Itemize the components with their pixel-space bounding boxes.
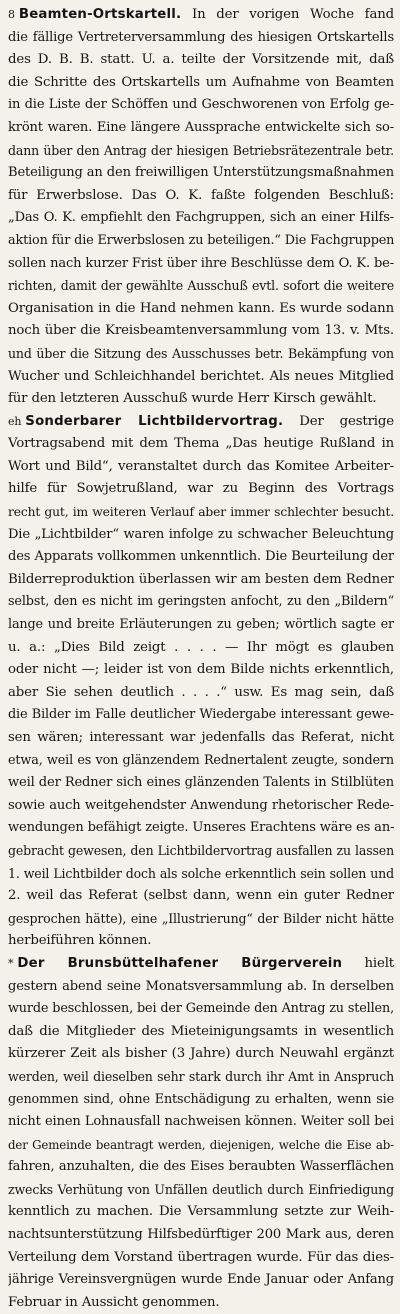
text-line: Bilderreproduktion überlassen wir am besten dem Redner — [8, 571, 394, 587]
text-line — [8, 411, 394, 434]
section-marker: eh — [8, 414, 22, 428]
text-line: etwa, weil es von glänzendem Rednertalent zeugte, sondern — [8, 752, 394, 768]
text-run: Der gestrige — [283, 413, 394, 429]
text-line: krönt waren. Eine längere Aussprache entwickelte sich so- — [8, 119, 394, 135]
text-line: Die „Lichtbilder“ waren infolge zu schwacher Beleuchtung — [8, 526, 394, 542]
text-line: werden, weil dieselben sehr stark durch ihr Amt in Anspruch — [8, 1068, 394, 1084]
text-line — [8, 4, 394, 27]
section-heading: Beamten-Ortskartell. — [18, 7, 182, 22]
text-line: herbeiführen können. — [8, 933, 152, 949]
text-line: Wort und Bild“, veranstaltet durch das Komitee Arbeiter- — [8, 458, 394, 474]
text-line: sollen nach kurzer Frist über ihre Beschlüsse dem O. K. be- — [8, 255, 394, 271]
text-line: des D. B. B. statt. U. a. teilte der Vorsitzende mit, daß — [8, 52, 394, 68]
text-line: zwecks Verhütung von Unfällen deutlich durch Einfriedigung — [8, 1181, 394, 1197]
text-line: wendungen befähigt zeigte. Unseres Erachtens wäre es an- — [8, 820, 394, 836]
text-line: richten, damit der gewählte Ausschuß evtl. sofort die weitere — [8, 278, 394, 294]
text-line: die Schritte des Ortskartells um Aufnahme von Beamten — [8, 74, 394, 90]
text-run: hielt — [342, 955, 394, 971]
section-heading: Sonderbarer Lichtbildervortrag. — [25, 413, 284, 429]
text-line: des Apparats vollkommen unkenntlich. Die Beurteilung der — [8, 549, 394, 565]
text-line: daß die Mitglieder des Mieteinigungsamts in wesentlich — [8, 1023, 394, 1039]
text-line: oder nicht —; leider ist von dem Bilde nichts erkenntlich, — [8, 662, 394, 678]
text-line: noch über die Kreisbeamtenversammlung vom 13. v. Mts. — [8, 323, 394, 339]
text-line: nicht einen Lohnausfall nachweisen können. Weiter soll bei — [8, 1114, 394, 1130]
text-line: jährige Vereinsvergnügen wurde Ende Januar oder Anfang — [8, 1272, 394, 1288]
text-line: der Gemeinde beantragt werden, diejenigen, welche die Eise ab- — [8, 1137, 394, 1152]
text-line: kenntlich zu machen. Die Versammlung setzte zur Weih- — [8, 1204, 394, 1220]
text-line: Beteiligung an den freiwilligen Unterstützungsmaßnahmen — [8, 165, 394, 181]
text-line: gesprochen hätte), eine „Illustrierung“ der Bilder nicht hätte — [8, 910, 394, 926]
text-line: genommen sind, ohne Entschädigung zu erhalten, wenn sie — [8, 1091, 394, 1107]
text-line: „Das O. K. empfiehlt den Fachgruppen, sich an einer Hilfs- — [8, 210, 394, 226]
text-line: gebracht gewesen, den Lichtbildervortrag ausfallen zu lassen — [8, 842, 394, 858]
text-line: die Bilder im Falle deutlicher Wiedergabe interessant gewe- — [8, 707, 394, 723]
text-line: Februar in Aussicht genommen. — [8, 1294, 220, 1310]
text-line: gestern abend seine Monatsversammlung ab. In derselben — [8, 978, 394, 994]
text-line — [8, 953, 394, 976]
text-line: selbst, den es nicht im geringsten anfocht, zu den „Bildern“ — [8, 594, 394, 610]
text-line: dann über den Antrag der hiesigen Betriebsrätezentrale betr. — [8, 142, 394, 158]
section-marker: 8 — [8, 8, 15, 21]
text-run: In der vorigen Woche fand — [181, 7, 394, 22]
text-line: u. a.: „Dies Bild zeigt . . . . — Ihr mögt es glauben — [8, 639, 394, 655]
text-line: aber Sie sehen deutlich . . . .“ usw. Es mag sein, daß — [8, 684, 394, 700]
text-line: weil der Redner sich eines glänzenden Talents in Stilblüten — [8, 775, 394, 791]
text-line: die fällige Vertreterversammlung des hiesigen Ortskartells — [8, 29, 394, 45]
text-line: Organisation in die Hand nehmen kann. Es wurde sodann — [8, 300, 394, 316]
text-line: sowie auch weitgehendster Anwendung rhetorischer Rede- — [8, 797, 394, 813]
text-line: aktion für die Erwerbslosen zu beteiligen.“ Die Fachgruppen — [8, 232, 394, 248]
section-heading: Der Brunsbüttelhafener Bürgerverein — [17, 955, 343, 971]
text-line: 1. weil Lichtbilder doch als solche erkenntlich sein sollen und — [8, 865, 394, 881]
text-line: kürzerer Zeit als bisher (3 Jahre) durch Neuwahl ergänzt — [8, 1046, 394, 1062]
text-line: und über die Sitzung des Ausschusses betr. Bekämpfung von — [8, 345, 394, 361]
text-line: lange und breite Erläuterungen zu geben; wörtlich sagte er — [8, 617, 394, 633]
text-line: für Erwerbslose. Das O. K. faßte folgenden Beschluß: — [8, 187, 394, 203]
section-marker: * — [8, 956, 14, 970]
text-line: nachtsunterstützung Hilfsbedürftiger 200 Mark aus, deren — [8, 1227, 394, 1243]
text-line: 2. weil das Referat (selbst dann, wenn ein guter Redner — [8, 888, 394, 904]
text-line: in die Liste der Schöffen und Geschworenen von Erfolg ge- — [8, 97, 394, 113]
article-buergerverein — [8, 953, 394, 1314]
text-line: Verteilung dem Vorstand übertragen wurde. Für das dies- — [8, 1249, 394, 1265]
text-line: für den letzteren Ausschuß wurde Herr Kirsch gewählt. — [8, 391, 377, 407]
text-line: hilfe für Sowjetrußland, war zu Beginn des Vortrags — [8, 481, 394, 497]
text-line: fahren, anzuhalten, die des Eises beraubten Wasserflächen — [8, 1159, 394, 1175]
text-line: sen wären; interessant war jedenfalls das Referat, nicht — [8, 730, 394, 745]
article-beamten-ortskartell — [8, 4, 394, 411]
text-line: wurde beschlossen, bei der Gemeinde den Antrag zu stellen, — [8, 1001, 394, 1017]
article-lichtbildervortrag — [8, 411, 394, 953]
text-line: recht gut, im weiteren Verlauf aber immer schlechter besucht. — [8, 505, 394, 520]
text-line: Wucher und Schleichhandel berichtet. Als neues Mitglied — [8, 368, 394, 384]
text-line: Vortragsabend mit dem Thema „Das heutige Rußland in — [8, 436, 394, 452]
